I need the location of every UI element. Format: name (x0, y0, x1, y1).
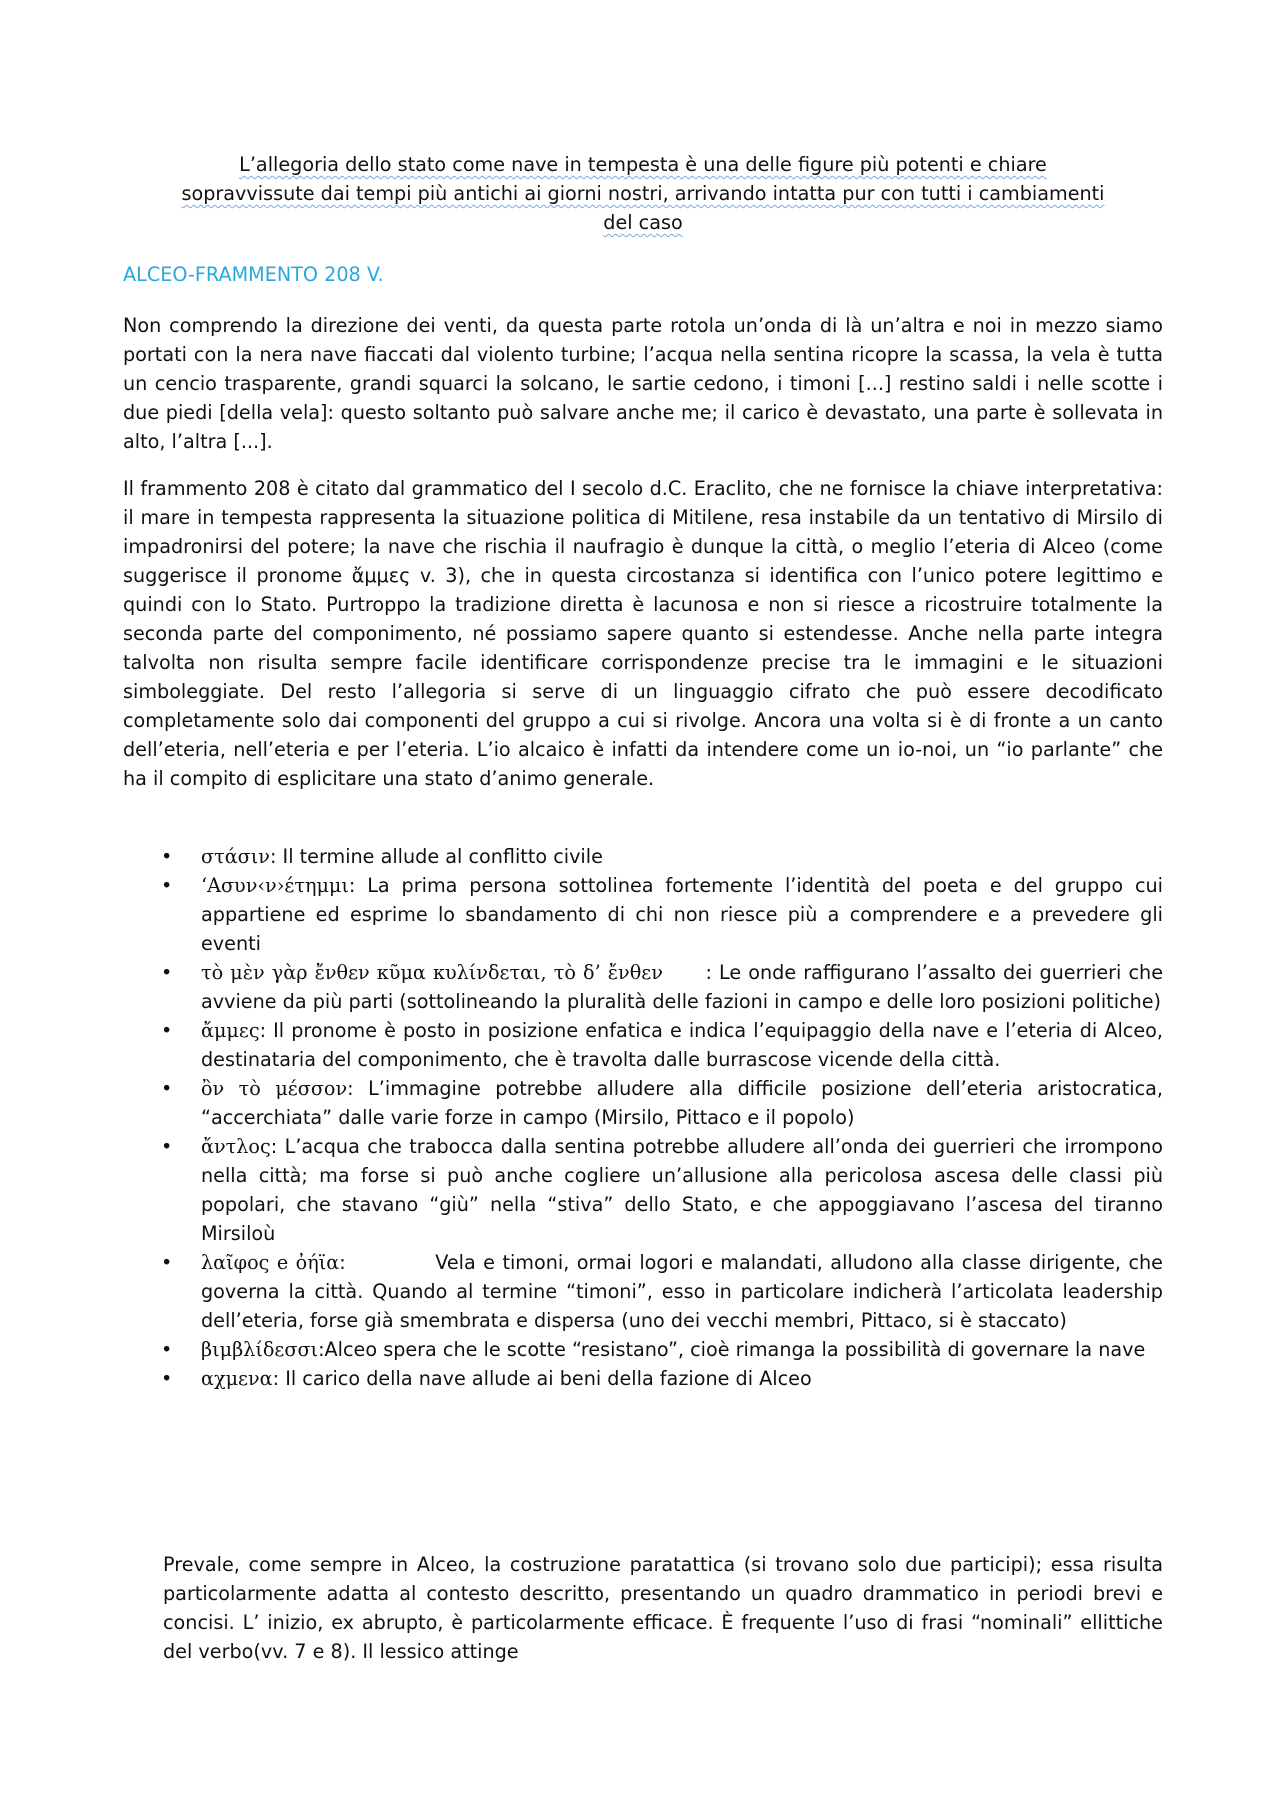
intro-line-2: sopravvissute dai tempi più antichi ai giorni nostri, arrivando intatta pur con tutti i cambiamenti (181, 182, 1105, 205)
greek-term: στάσιν (201, 845, 270, 868)
intro-line-3: del caso (603, 211, 683, 234)
greek-term: λαῖφος e ὀήϊα (201, 1251, 340, 1274)
greek-term: ἄμμες (201, 1019, 260, 1042)
bullet-glyph: • (161, 1367, 173, 1390)
bullet-glyph: • (161, 1077, 173, 1100)
list-item (123, 1074, 1163, 1132)
greek-term: αχμενα (201, 1367, 273, 1390)
list-item (123, 1364, 1163, 1393)
bullet-glyph: • (161, 1019, 173, 1042)
list-item (123, 842, 1163, 871)
style-paragraph: Prevale, come sempre in Alceo, la costruzione paratattica (si trovano solo due participi); essa risulta particolarmente adatta al contesto descritto, presentando un quadro drammatico in periodi brevi e concisi. L’ inizio, ex abrupto, è particolarmente efficace. È frequente l’uso di frasi “nominali” ellittiche del verbo(vv. 7 e 8). Il lessico attinge (163, 1553, 1163, 1663)
greek-term: ἄντλος (201, 1135, 271, 1158)
list-item (123, 1248, 1170, 1335)
greek-term: βιμβλίδεσσι (201, 1338, 319, 1361)
term-explanation: : Il pronome è posto in posizione enfatica e indica l’equipaggio della nave e l’eteria di Alceo, destinataria del componimento, che è travolta dalle burrascose vicende della città. (201, 1019, 1163, 1071)
bullet-glyph: • (161, 1251, 173, 1274)
term-explanation: : Vela e timoni, ormai logori e malandati, alludono alla classe dirigente, che governa la città. Quando al termine “timoni”, esso in particolare indicherà l’articolata leadership dell’eteria, forse già smembrata e dispersa (uno dei vecchi membri, Pittaco, si è staccato) (201, 1251, 1170, 1332)
glossary-list (123, 842, 1170, 1393)
list-item (123, 1016, 1163, 1074)
term-explanation: : Le onde raffigurano l’assalto dei guerrieri che avviene da più parti (sottolineando la pluralità delle fazioni in campo e delle loro posizioni politiche) (201, 961, 1170, 1013)
list-item (123, 1335, 1163, 1364)
bullet-glyph: • (161, 1338, 173, 1361)
intro-paragraph (123, 150, 1163, 237)
section-heading: ALCEO-FRAMMENTO 208 V. (123, 263, 384, 286)
term-explanation: : Il termine allude al conflitto civile (269, 845, 603, 868)
term-explanation: : Il carico della nave allude ai beni della fazione di Alceo (272, 1367, 812, 1390)
intro-line-1: L’allegoria dello stato come nave in tempesta è una delle figure più potenti e chiare (239, 153, 1047, 176)
bullet-glyph: • (161, 1135, 173, 1158)
bullet-glyph: • (161, 874, 173, 897)
translation-paragraph: Non comprendo la direzione dei venti, da questa parte rotola un’onda di là un’altra e noi in mezzo siamo portati con la nera nave fiaccati dal violento turbine; l’acqua nella sentina ricopre la scassa, la vela è tutta un cencio trasparente, grandi squarci la solcano, le sartie cedono, i timoni [...] restino saldi i nelle scotte i due piedi [della vela]: questo soltanto può salvare anche me; il carico è devastato, una parte è sollevata in alto, l’altra [...]. (123, 314, 1163, 453)
term-explanation: : La prima persona sottolinea fortemente l’identità del poeta e del gruppo cui appartiene ed esprime lo sbandamento di chi non riesce più a comprendere e a prevedere gli eventi (201, 874, 1163, 955)
greek-term: ὂν τὸ μέσσον (201, 1077, 348, 1100)
term-explanation: :Alceo spera che le scotte “resistano”, cioè rimanga la possibilità di governare la nave (318, 1338, 1146, 1361)
term-explanation: : L’acqua che trabocca dalla sentina potrebbe alludere all’onda dei guerrieri che irrompono nella città; ma forse si può anche cogliere un’allusione alla pericolosa ascesa delle classi più popolari, che stavano “giù” nella “stiva” dello Stato, e che appoggiavano l’ascesa del tiranno Mirsiloù (201, 1135, 1163, 1245)
list-item (123, 1132, 1163, 1248)
list-item (123, 958, 1170, 1016)
greek-term: τὸ μὲν γὰρ ἔνθεν κῦμα κυλίνδεται, τὸ δ’ ἔνθεν (201, 961, 663, 984)
commentary-paragraph: Il frammento 208 è citato dal grammatico del I secolo d.C. Eraclito, che ne fornisce la chiave interpretativa: il mare in tempesta rappresenta la situazione politica di Mitilene, resa instabile da un tentativo di Mirsilo di impadronirsi del potere; la nave che rischia il naufragio è dunque la città, o meglio l’eteria di Alceo (come suggerisce il pronome ἄμμες v. 3), che in questa circostanza si identifica con l’unico potere legittimo e quindi con lo Stato. Purtroppo la tradizione diretta è lacunosa e non si riesce a ricostruire totalmente la seconda parte del componimento, né possiamo sapere quanto si estendesse. Anche nella parte integra talvolta non risulta sempre facile identificare corrispondenze precise tra le immagini e le situazioni simboleggiate. Del resto l’allegoria si serve di un linguaggio cifrato che può essere decodificato completamente solo dai componenti del gruppo a cui si rivolge. Ancora una volta si è di fronte a un canto dell’eteria, nell’eteria e per l’eteria. L’io alcaico è infatti da intendere come un io-noi, un “io parlante” che ha il compito di esplicitare una stato d’animo generale. (123, 477, 1163, 790)
term-explanation: : L’immagine potrebbe alludere alla difficile posizione dell’eteria aristocratica, “accerchiata” dalle varie forze in campo (Mirsilo, Pittaco e il popolo) (201, 1077, 1163, 1129)
greek-term: ‘Ασυν‹ν›έτημμι (201, 874, 349, 897)
bullet-glyph: • (161, 845, 173, 868)
bullet-glyph: • (161, 961, 173, 984)
list-item (123, 871, 1163, 958)
